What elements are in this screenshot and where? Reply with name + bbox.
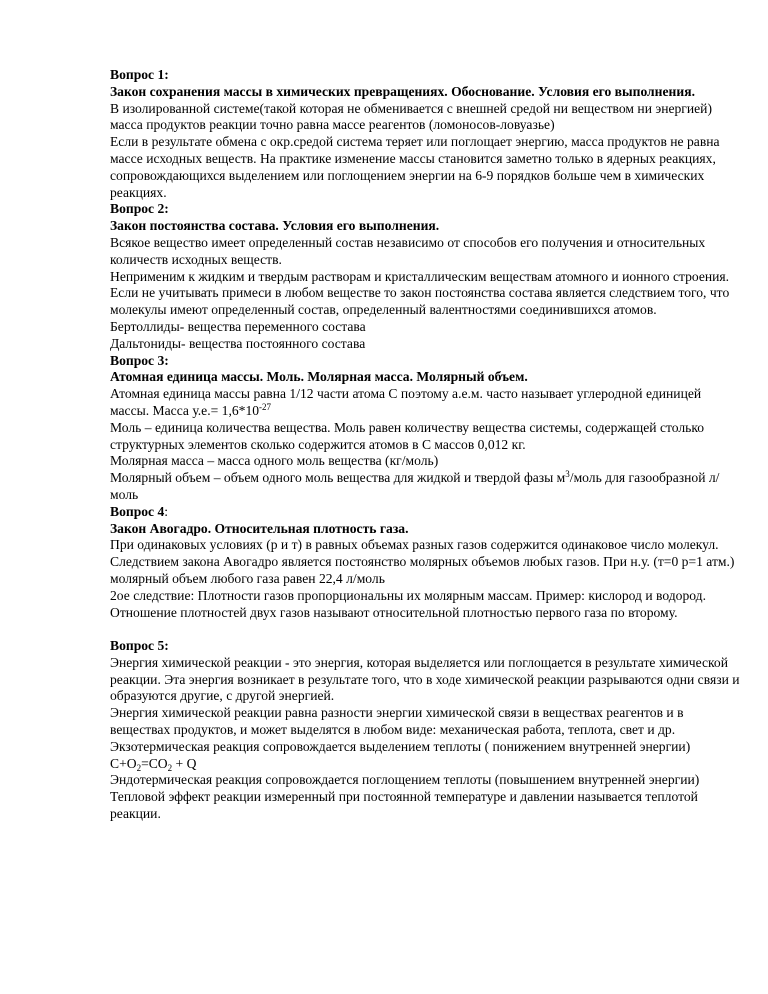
question-2-paragraph-1: Всякое вещество имеет определенный состав независимо от способов его получения и относительных количеств исходных веществ. [110, 234, 706, 267]
question-5-paragraph-3 [110, 739, 740, 773]
question-4-paragraph-1: При одинаковых условиях (р и т) в равных объемах разных газов содержится одинаковое число молекул. Следствием закона Авогадро является постоянство молярных объемов любых газов. При н.у. (т=0 р=1 атм.) молярный объем любого газа равен 22,4 л/моль [110, 537, 735, 586]
question-5-paragraph-1: Энергия химической реакции - это энергия, которая выделяется или поглощается в результате химической реакции. Эта энергия возникает в результате того, что в ходе химической реакции разрываются одни связи и образуются другие, с другой энергией. [110, 654, 740, 704]
question-1-label: Вопрос 1: [110, 67, 169, 82]
question-4-label [110, 504, 740, 521]
question-3-paragraph-1-text: Атомная единица массы равна 1/12 части атома С поэтому а.е.м. часто называет углеродной единицей массы. Масса у.е.= 1,6*10 [110, 386, 702, 418]
question-5-paragraph-2: Энергия химической реакции равна разности энергии химической связи в веществах реагентов и в веществах продуктов, и может выделятся в любом виде: механическая работа, теплота, свет и др. [110, 705, 684, 738]
question-5-label: Вопрос 5: [110, 638, 169, 654]
question-5-paragraph-5: Тепловой эффект реакции измеренный при постоянной температуре и давлении называется теплотой реакции. [110, 789, 698, 822]
question-3-label: Вопрос 3: [110, 352, 169, 368]
question-3-paragraph-4-text-a: Молярный объем – объем одного моль вещества для жидкой и твердой фазы м [110, 470, 566, 486]
question-5-paragraph-4: Эндотермическая реакция сопровождается поглощением теплоты (повышением внутренней энергии) [110, 772, 700, 788]
question-4-paragraph-2: 2ое следствие: Плотности газов пропорциональны их молярным массам. Пример: кислород и водород. [110, 587, 706, 603]
question-4-label-text: Вопрос 4 [110, 503, 165, 519]
question-5-paragraph-3-text-c: + Q [172, 755, 197, 771]
question-3-paragraph-2: Моль – единица количества вещества. Моль равен количеству вещества системы, содержащей столько структурных элементов сколько содержится атомов в С массов 0,012 кг. [110, 419, 705, 452]
question-3-paragraph-4 [110, 470, 740, 504]
question-3-paragraph-4-text-b: /моль для газообразной л/моль [110, 470, 720, 502]
blank-line [110, 621, 740, 638]
question-2-label: Вопрос 2: [110, 201, 169, 217]
question-3-paragraph-3: Молярная масса – масса одного моль вещества (кг/моль) [110, 453, 439, 469]
question-5-paragraph-3-text-b: =CO [141, 755, 168, 771]
question-3-title: Атомная единица массы. Моль. Молярная масса. Молярный объем. [110, 369, 528, 385]
question-2-paragraph-2: Неприменим к жидким и твердым растворам и кристаллическим веществам атомного и ионного строения. [110, 268, 730, 284]
question-1-paragraph-1: В изолированной системе(такой которая не обменивается с внешней средой ни веществом ни энергией) масса продуктов реакции точно равна массе реагентов (ломоносов-ловуазье) [110, 100, 712, 133]
co2-subscript: 2 [167, 762, 173, 773]
document-page [110, 67, 740, 823]
question-2-title: Закон постоянства состава. Условия его выполнения. [110, 218, 440, 234]
question-1-title: Закон сохранения массы в химических превращениях. Обоснование. Условия его выполнения. [110, 83, 695, 99]
question-1-paragraph-2: Если в результате обмена с окр.средой система теряет или поглощает энергию, масса продуктов не равна массе исходных веществ. На практике изменение массы становится заметно только в ядерных реакциях, сопровождающихся выделением или поглощением энергии на 6-9 порядков больше чем в химических реакциях. [110, 134, 720, 200]
question-4-label-colon: : [164, 503, 169, 519]
question-2-paragraph-3: Если не учитывать примеси в любом веществе то закон постоянства состава является следствием того, что молекулы имеют определенный состав, определенный валентностями соединившихся атомов. [110, 285, 730, 318]
oxygen-subscript: 2 [136, 762, 142, 773]
question-2-paragraph-4: Бертоллиды- вещества переменного состава [110, 318, 366, 334]
question-4-title: Закон Авогадро. Относительная плотность газа. [110, 520, 409, 536]
question-3-paragraph-1 [110, 386, 740, 420]
question-2-paragraph-5: Дальтониды- вещества постоянного состава [110, 335, 366, 351]
question-3-exponent: -27 [259, 401, 272, 412]
question-4-paragraph-3: Отношение плотностей двух газов называют относительной плотностью первого газа по второму. [110, 604, 678, 620]
question-3-cubic-exponent: 3 [565, 469, 570, 480]
question-5-paragraph-3-text-a: Экзотермическая реакция сопровождается выделением теплоты ( понижением внутренней энергии) С+O [110, 738, 691, 771]
